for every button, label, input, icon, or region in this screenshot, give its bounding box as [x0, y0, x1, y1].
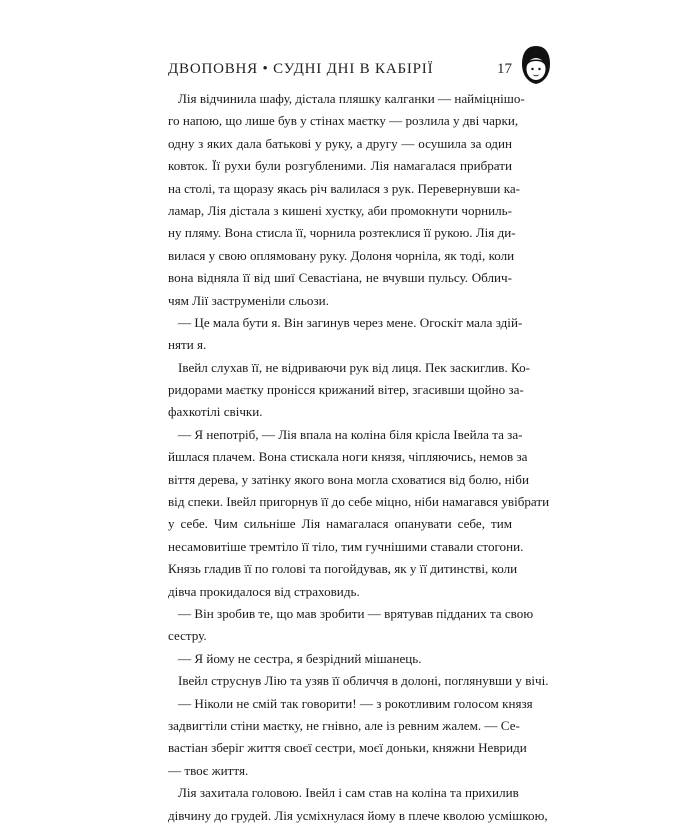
text-line: няти я.: [168, 337, 207, 353]
text-line: йшлася плачем. Вона стискала ноги князя, чіпляючись, немов за: [168, 449, 528, 465]
text-line: Івейл струснув Лію та узяв її обличчя в долоні, поглянувши у вічі.: [178, 673, 549, 689]
text-line: Князь гладив її по голові та погойдував, як у її дитинстві, коли: [168, 561, 518, 577]
text-line: у себе. Чим сильніше Лія намагалася опанувати себе, тим: [168, 516, 512, 532]
text-line: — Я непотріб, — Лія впала на коліна біля крісла Івейла та за-: [178, 426, 523, 442]
text-line: го напою, що лише був у стінах маєтку — розлила у дві чарки,: [168, 113, 519, 129]
text-line: Івейл слухав її, не відриваючи рук від лиця. Пек заскиглив. Ко-: [178, 359, 531, 375]
text-line: сестру.: [168, 628, 207, 644]
text-line: — Це мала бути я. Він загинув через мене. Огоскіт мала здій-: [178, 314, 523, 330]
text-line: дівчину до грудей. Лія усміхнулася йому в плече кволою усмішкою,: [168, 807, 548, 823]
text-line: — твоє життя.: [168, 762, 249, 778]
text-line: віття дерева, у затінку якого вона могла сховатися від болю, ніби: [168, 471, 529, 487]
running-title: ДВОПОВНЯ • СУДНІ ДНІ В КАБІРІЇ: [168, 61, 434, 77]
text-line: ридорами маєтку пронісся крижаний вітер, згасивши щойно за-: [168, 382, 524, 398]
text-line: від спеки. Івейл пригорнув її до себе міцно, ніби намагався увібрати: [168, 494, 550, 510]
text-line: ну пляму. Вона стисла її, чорнила розтеклися її рукою. Лія ди-: [168, 225, 516, 241]
text-line: чям Лії заструменіли сльози.: [168, 292, 329, 308]
text-line: задвигтіли стіни маєтку, не гнівно, але із ревним жалем. — Се-: [168, 717, 520, 733]
text-line: фахкотілі свічки.: [168, 404, 263, 420]
text-line: вастіан зберіг життя своєї сестри, моєї доньки, княжни Невриди: [168, 740, 527, 756]
text-line: на столі, та щоразу якась річ валилася з рук. Перевернувши ка-: [168, 180, 521, 196]
moon-face-emblem-icon: [521, 44, 551, 86]
text-line: — Ніколи не смій так говорити! — з рокотливим голосом князя: [178, 695, 533, 711]
body-text: [168, 88, 550, 827]
text-line: дівча прокидалося від страховидь.: [168, 583, 360, 599]
text-line: одну з яких дала батькові у руку, а другу — осушила за один: [168, 135, 512, 151]
text-line: ламар, Лія дістала з кишені хустку, аби промокнути чорниль-: [168, 202, 512, 218]
text-line: Лія захитала головою. Івейл і сам став на коліна та прихилив: [178, 785, 519, 801]
text-line: вона відняла її від шиї Севастіана, не вчувши пульсу. Облич-: [168, 270, 512, 286]
text-line: несамовитіше тремтіло її тіло, тим гучнішими ставали стогони.: [168, 538, 524, 554]
page-number: 17: [497, 61, 512, 77]
text-line: вилася у свою оплямовану руку. Долоня чорніла, як тоді, коли: [168, 247, 515, 263]
text-line: — Він зробив те, що мав зробити — врятував підданих та свою: [178, 605, 534, 621]
text-line: ковток. Її рухи були розгубленими. Лія намагалася прибрати: [168, 158, 512, 174]
text-line: Лія відчинила шафу, дістала пляшку калганки — найміцнішо-: [178, 91, 525, 106]
text-line: — Я йому не сестра, я безрідний мішанець.: [178, 650, 422, 666]
